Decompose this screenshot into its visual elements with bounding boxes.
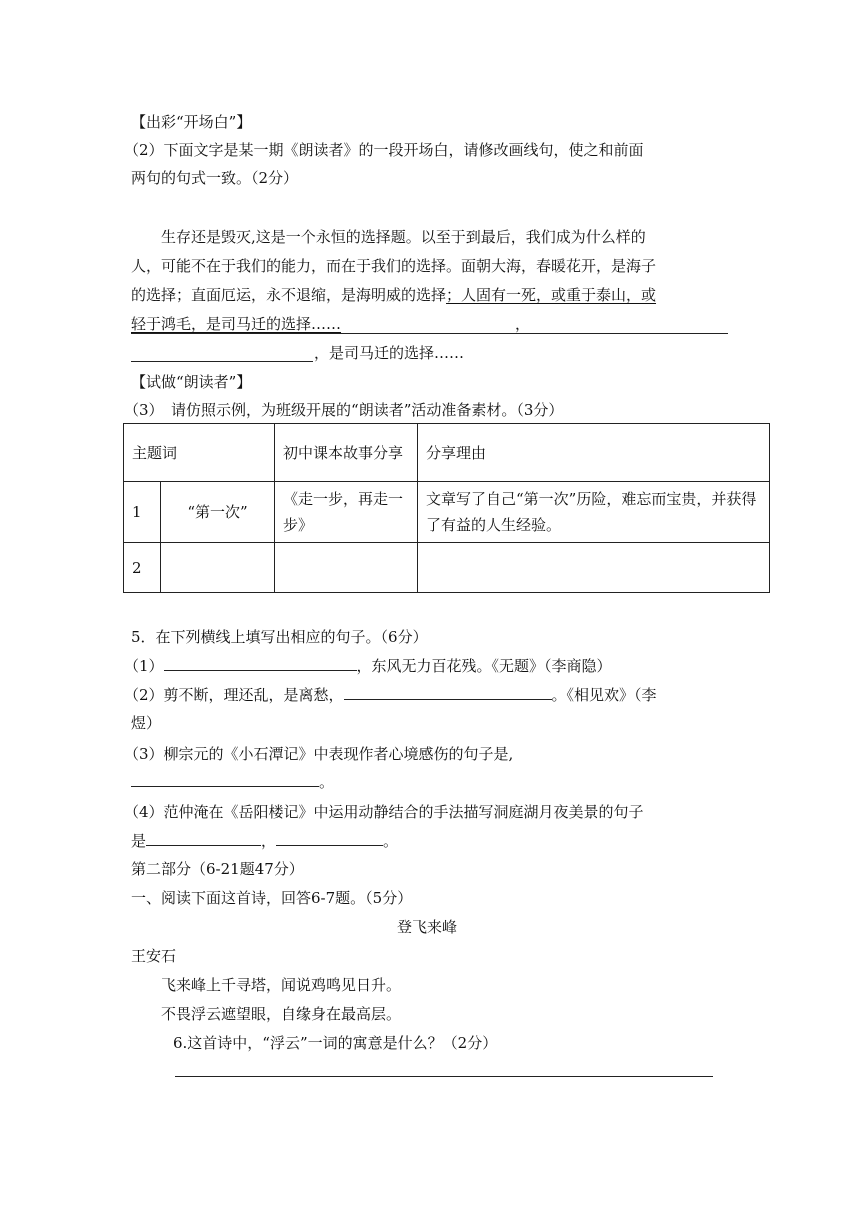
part2-title: 第二部分（6-21题47分） — [131, 860, 304, 878]
q5-item2 — [124, 685, 657, 705]
q5-item4-line1: （4）范仲淹在《岳阳楼记》中运用动静结合的手法描写洞庭湖月夜美景的句子 — [124, 803, 644, 821]
q5-item3-line1: （3）柳宗元的《小石潭记》中表现作者心境感伤的句子是, — [124, 745, 514, 763]
row-reason: 文章写了自己“第一次”历险，难忘而宝贵，并获得了有益的人生经验。 — [418, 482, 770, 543]
q5-item2-wrap: 煜） — [131, 714, 162, 732]
q5-item4-end: 。 — [383, 832, 399, 850]
q3-table — [123, 423, 770, 593]
table-row — [124, 482, 770, 543]
q2-passage-plain: 的选择；直面厄运，永不退缩，是海明威的选择 — [131, 286, 447, 304]
table-header-row — [124, 424, 770, 482]
q5-item4-prefix: 是 — [131, 832, 147, 850]
q2-answer-line-2[interactable] — [131, 361, 313, 362]
part2-section1: 一、阅读下面这首诗，回答6-7题。（5分） — [131, 889, 413, 907]
q5-item4-mid: ， — [261, 832, 277, 850]
q5-item4-line2 — [131, 831, 398, 851]
q5-item2-prefix: （2）剪不断，理还乱，是离愁， — [124, 686, 344, 704]
q3-prompt: （3） 请仿照示例，为班级开展的“朗读者”活动准备素材。（3分） — [124, 401, 564, 419]
q5-title: 5．在下列横线上填写出相应的句子。（6分） — [131, 628, 428, 646]
poem-title: 登飞来峰 — [397, 918, 458, 936]
poem-author: 王安石 — [131, 947, 177, 965]
q2-underlined-sentence-part2: 轻于鸿毛，是司马迁的选择…… — [131, 315, 342, 333]
q2-instruction-line1: （2）下面文字是某一期《朗读者》的一段开场白，请修改画线句，使之和前面 — [124, 141, 644, 159]
row-number: 1 — [124, 482, 161, 543]
row-number: 2 — [124, 543, 161, 593]
q5-item2-blank[interactable] — [344, 685, 552, 700]
q6-prompt: 6.这首诗中，“浮云”一词的寓意是什么？（2分） — [173, 1034, 498, 1052]
q5-item1-prefix: （1） — [124, 657, 164, 675]
section-heading-try: 【试做“朗读者”】 — [131, 373, 252, 391]
poem-line1: 飞来峰上千寻塔，闻说鸡鸣见日升。 — [161, 976, 402, 994]
q5-item3-blank[interactable] — [131, 772, 319, 787]
row-keyword-blank[interactable] — [161, 543, 275, 593]
row-reason-blank[interactable] — [418, 543, 770, 593]
poem-line2: 不畏浮云遮望眼，自缘身在最高层。 — [161, 1005, 402, 1023]
q5-item1-suffix: ，东风无力百花残。《无题》（李商隐） — [356, 657, 612, 675]
q2-answer-comma: ， — [515, 315, 531, 333]
q5-item4-blank2[interactable] — [276, 831, 383, 846]
row-story: 《走一步，再走一步》 — [275, 482, 418, 543]
q5-item2-suffix: 。《相见欢》（李 — [551, 686, 657, 704]
q2-passage-line1: 生存还是毁灭,这是一个永恒的选择题。以至于到最后，我们成为什么样的 — [161, 228, 646, 246]
q5-item4-blank1[interactable] — [146, 831, 261, 846]
q2-answer-tail: ，是司马迁的选择…… — [314, 344, 465, 362]
q2-instruction-line2: 两句的句式一致。（2分） — [131, 169, 299, 187]
q5-item1 — [124, 656, 612, 676]
q6-answer-line[interactable] — [175, 1076, 713, 1077]
row-story-blank[interactable] — [275, 543, 418, 593]
header-story: 初中课本故事分享 — [275, 424, 418, 482]
row-keyword: “第一次” — [161, 482, 275, 543]
q5-item3-end: 。 — [319, 773, 335, 791]
q2-answer-line-1[interactable] — [131, 333, 728, 334]
q2-passage-line2: 人，可能不在于我们的能力，而在于我们的选择。面朝大海，春暖花开，是海子 — [131, 257, 657, 275]
q2-underlined-sentence-part1: ；人固有一死，或重于泰山，或 — [446, 286, 657, 304]
table-row — [124, 543, 770, 593]
q2-passage-line3 — [131, 285, 656, 305]
q5-item3-line2 — [131, 772, 334, 792]
header-reason: 分享理由 — [418, 424, 770, 482]
header-keyword: 主题词 — [124, 424, 275, 482]
q5-item1-blank[interactable] — [164, 656, 357, 671]
section-heading-opening: 【出彩“开场白”】 — [131, 113, 252, 131]
